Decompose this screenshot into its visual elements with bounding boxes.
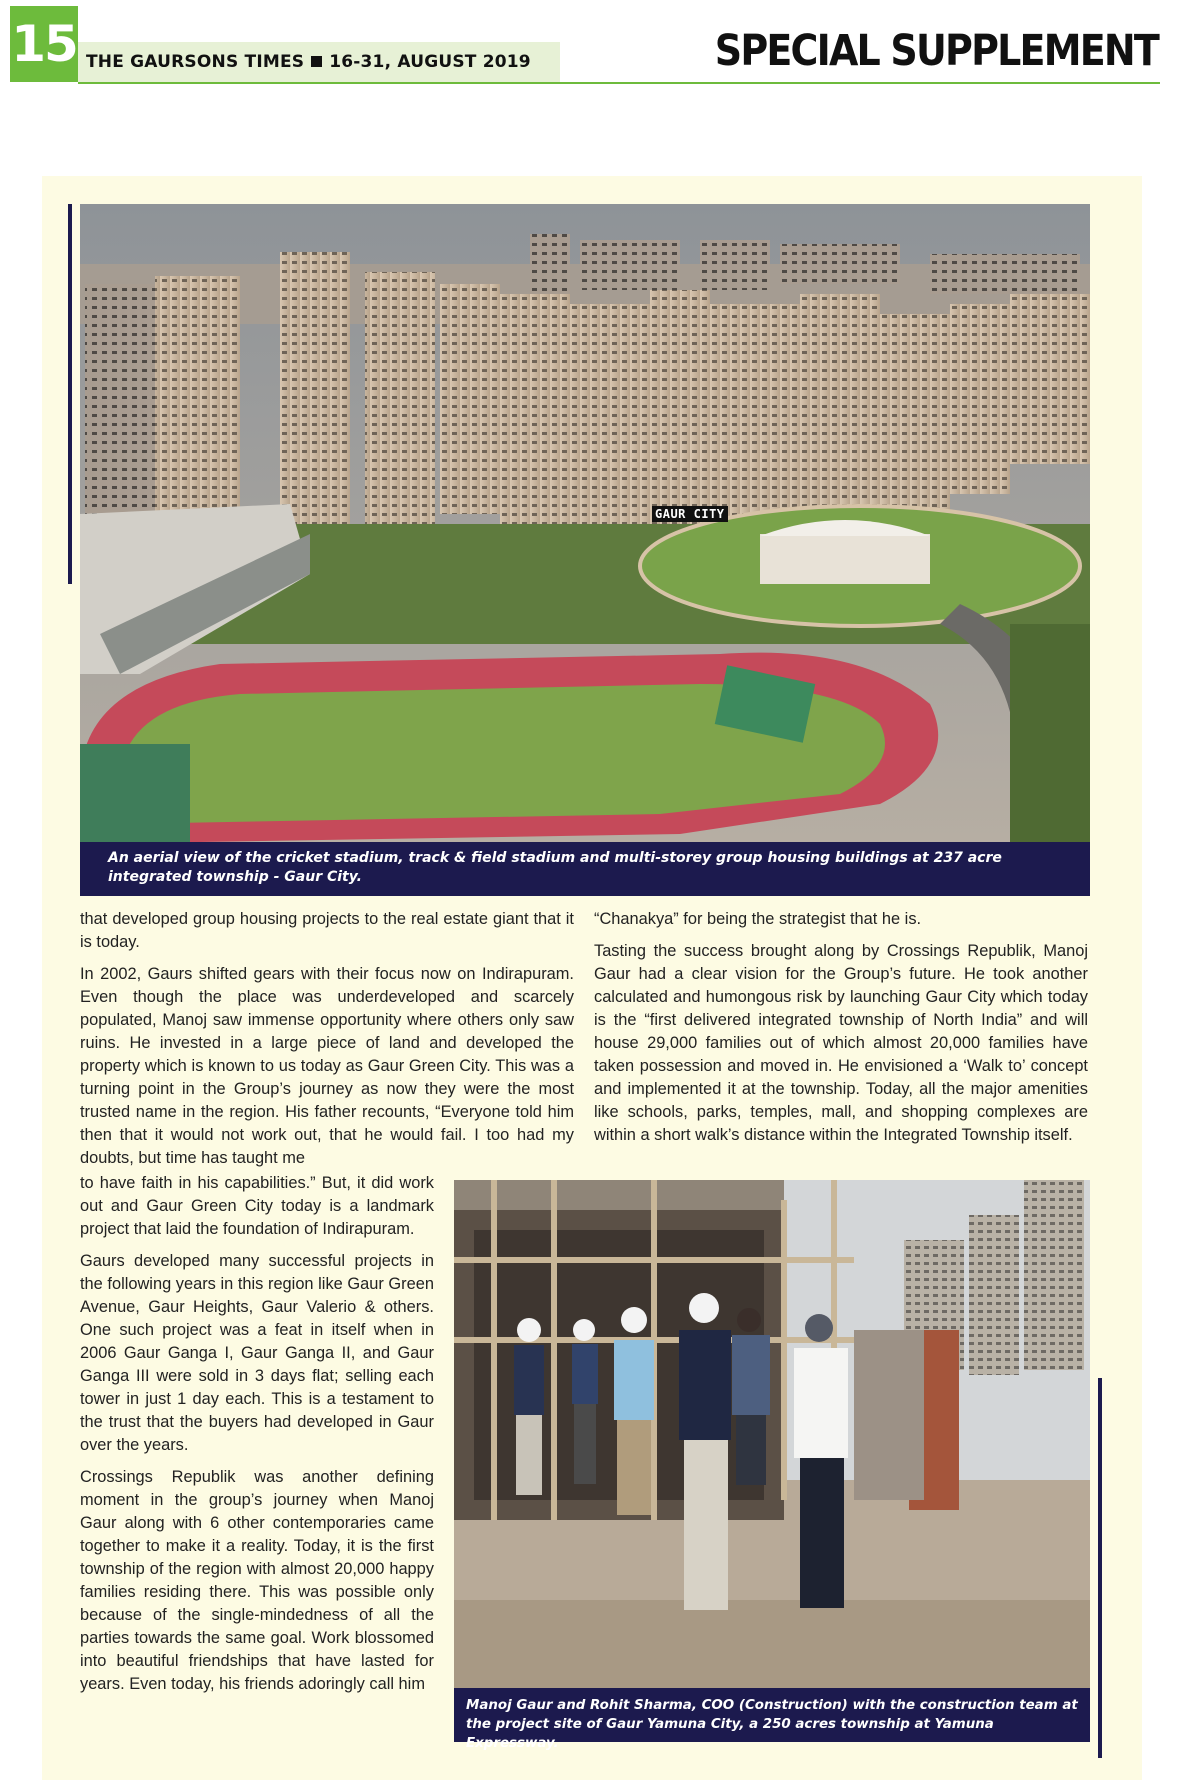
construction-site-photo	[454, 1180, 1090, 1688]
accent-bar-right	[1098, 1378, 1102, 1758]
aerial-photo	[80, 204, 1090, 842]
header-divider	[78, 82, 1160, 84]
accent-bar-left	[68, 204, 72, 584]
page-number: 15	[10, 6, 78, 82]
square-bullet-icon	[311, 56, 322, 67]
issue-date: 16-31, AUGUST 2019	[329, 52, 531, 72]
paragraph: Crossings Republik was another defining moment in the group’s journey when Manoj Gaur along with 6 other contemporaries came together to make it a reality. Today, it is the first township of the region with almost 20,000 happy families residing there. This was possible only because of the single-mindedness of all the parties towards the same goal. Work blossomed into beautiful friendships that have lasted for years. Even today, his friends adoringly call him	[80, 1468, 434, 1693]
gaur-city-sign: GAUR CITY	[652, 506, 728, 522]
masthead	[86, 52, 531, 72]
paragraph: to have faith in his capabilities.” But, it did work out and Gaur Green City today is a landmark project that laid the foundation of Indirapuram.	[80, 1174, 434, 1238]
aerial-photo-illustration	[80, 204, 1090, 842]
paragraph: In 2002, Gaurs shifted gears with their focus now on Indirapuram. Even though the place was underdeveloped and scarcely populated, Manoj saw immense opportunity where others only saw ruins. He invested in a large piece of land and developed the property which is known to us today as Gaur Green City. This was a turning point in the Group’s journey as now they were the most trusted name in the region. His father recounts, “Everyone told him then that it would not work out, that he would fail. I too had my doubts, but time has taught me	[80, 965, 574, 1167]
paragraph: that developed group housing projects to the real estate giant that it is today.	[80, 910, 574, 951]
construction-photo-illustration	[454, 1180, 1090, 1688]
paragraph: Gaurs developed many successful projects in the following years in this region like Gaur Green Avenue, Gaur Heights, Gaur Valerio & others. One such project was a feat in itself when in 2006 Gaur Ganga I, Gaur Ganga II, and Gaur Ganga III were sold in 3 days flat; selling each tower in just 1 day each. This is a testament to the trust that the buyers had developed in Gaur over the years.	[80, 1252, 434, 1454]
article-column-left-bottom	[80, 1172, 434, 1705]
article-column-right	[594, 908, 1088, 1156]
construction-photo-caption: Manoj Gaur and Rohit Sharma, COO (Construction) with the construction team at the project site of Gaur Yamuna City, a 250 acres township at Yamuna Expressway.	[454, 1688, 1090, 1742]
publication-name: THE GAURSONS TIMES	[86, 52, 305, 72]
article-column-left-top	[80, 908, 574, 1179]
paragraph: “Chanakya” for being the strategist that he is.	[594, 910, 922, 928]
section-title: SPECIAL SUPPLEMENT	[714, 26, 1158, 76]
aerial-photo-caption: An aerial view of the cricket stadium, track & field stadium and multi-storey group housing buildings at 237 acre integrated township - Gaur City.	[80, 842, 1090, 896]
paragraph: Tasting the success brought along by Crossings Republik, Manoj Gaur had a clear vision for the Group’s future. He took another calculated and humongous risk by launching Gaur City which today is the “first delivered integrated township of North India” and will house 29,000 families out of which almost 20,000 families have taken possession and moved in. He envisioned a ‘Walk to’ concept and implemented it at the township. Today, all the major amenities like schools, parks, temples, mall, and shopping complexes are within a short walk’s distance within the Integrated Township itself.	[594, 942, 1088, 1144]
